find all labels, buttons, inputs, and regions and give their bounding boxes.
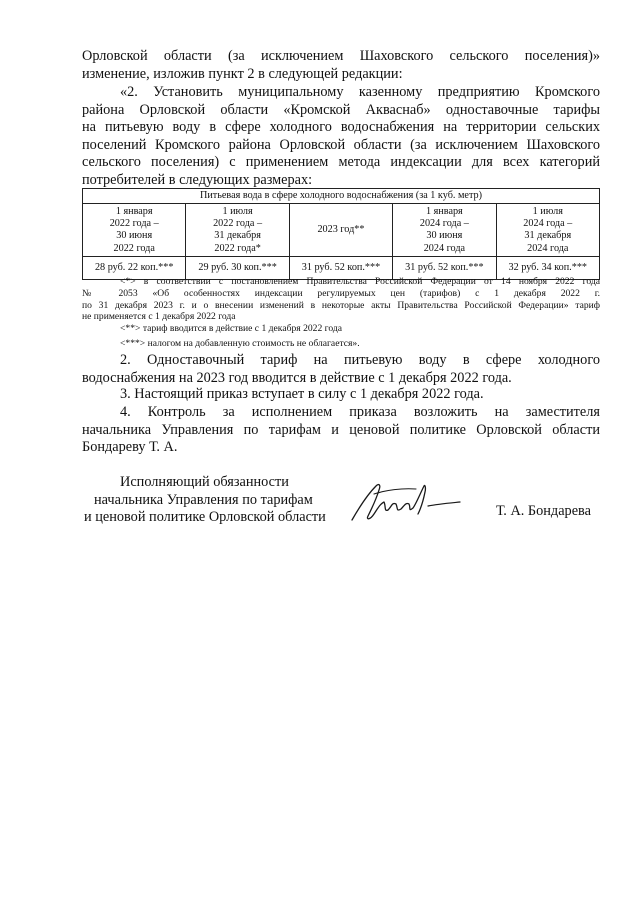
handwritten-signature xyxy=(346,476,464,526)
footnote-line: по 31 декабря 2023 г. и о внесении изменений в некоторые акты Правительства Российской Федерации» тариф xyxy=(82,299,600,311)
clause-line: поселений Кромского района Орловской области (за исключением Шаховского xyxy=(82,136,600,153)
item-2-paragraph xyxy=(82,352,600,387)
signatory-name: Т. А. Бондарева xyxy=(496,503,591,519)
footnote-1 xyxy=(82,276,600,323)
clause-line: на питьевую воду в сфере холодного водоснабжения на территории сельских xyxy=(82,119,600,136)
clause-line: потребителей в следующих размерах: xyxy=(82,171,313,188)
footnote-line: <*> в соответствии с постановлением Правительства Российской Федерации от 14 ноября 2022 года xyxy=(120,276,600,287)
footnote-3: <***> налогом на добавленную стоимость не облагается». xyxy=(120,338,360,349)
tariff-value-cell: 31 руб. 52 коп.*** xyxy=(393,257,496,280)
signatory-position-line: начальника Управления по тарифам xyxy=(94,492,313,508)
item-2-line: 2. Одноставочный тариф на питьевую воду в сфере холодного xyxy=(120,352,600,368)
signatory-position-line: и ценовой политике Орловской области xyxy=(84,509,326,525)
item-4-line: Бондареву Т. А. xyxy=(82,439,178,456)
period-cell: 2023 год** xyxy=(289,204,392,257)
intro-line: Орловской области (за исключением Шаховского сельского поселения)» xyxy=(82,48,600,64)
clause-line: «2. Установить муниципальному казенному предприятию Кромского xyxy=(120,84,600,100)
tariff-value-cell: 31 руб. 52 коп.*** xyxy=(289,257,392,280)
tariff-table xyxy=(82,188,600,280)
period-cell: 1 июля 2022 года – 31 декабря 2022 года* xyxy=(186,204,289,257)
footnote-2: <**> тариф вводится в действие с 1 декабря 2022 года xyxy=(120,323,343,334)
item-3-paragraph: 3. Настоящий приказ вступает в силу с 1 декабря 2022 года. xyxy=(120,386,484,402)
period-cell: 1 января 2024 года – 30 июня 2024 года xyxy=(393,204,496,257)
table-row-periods xyxy=(83,204,600,257)
tariff-value-cell: 29 руб. 30 коп.*** xyxy=(186,257,289,280)
period-cell: 1 июля 2024 года – 31 декабря 2024 года xyxy=(496,204,599,257)
footnote-line: № 2053 «Об особенностях индексации регулируемых цен (тарифов) с 1 декабря 2022 г. xyxy=(82,287,600,299)
intro-line: изменение, изложив пункт 2 в следующей редакции: xyxy=(82,65,403,82)
clause-line: сельского поселения) с применением метода индексации для всех категорий xyxy=(82,154,600,171)
signatory-position-line: Исполняющий обязанности xyxy=(120,474,289,490)
clause-line: района Орловской области «Кромской Акваснаб» одноставочные тарифы xyxy=(82,101,600,118)
clause-2-paragraph xyxy=(82,84,600,190)
tariff-value-cell: 32 руб. 34 коп.*** xyxy=(496,257,599,280)
tariff-table-header: Питьевая вода в сфере холодного водоснабжения (за 1 куб. метр) xyxy=(83,189,600,204)
item-4-paragraph xyxy=(82,404,600,457)
period-cell: 1 января 2022 года – 30 июня 2022 года xyxy=(83,204,186,257)
item-4-line: 4. Контроль за исполнением приказа возложить на заместителя xyxy=(120,404,600,420)
intro-paragraph xyxy=(82,48,600,83)
item-4-line: начальника Управления по тарифам и ценовой политике Орловской области xyxy=(82,421,600,438)
tariff-value-cell: 28 руб. 22 коп.*** xyxy=(83,257,186,280)
footnote-line: не применяется с 1 декабря 2022 года xyxy=(82,311,236,323)
item-2-line: водоснабжения на 2023 год вводится в действие с 1 декабря 2022 года. xyxy=(82,369,512,386)
